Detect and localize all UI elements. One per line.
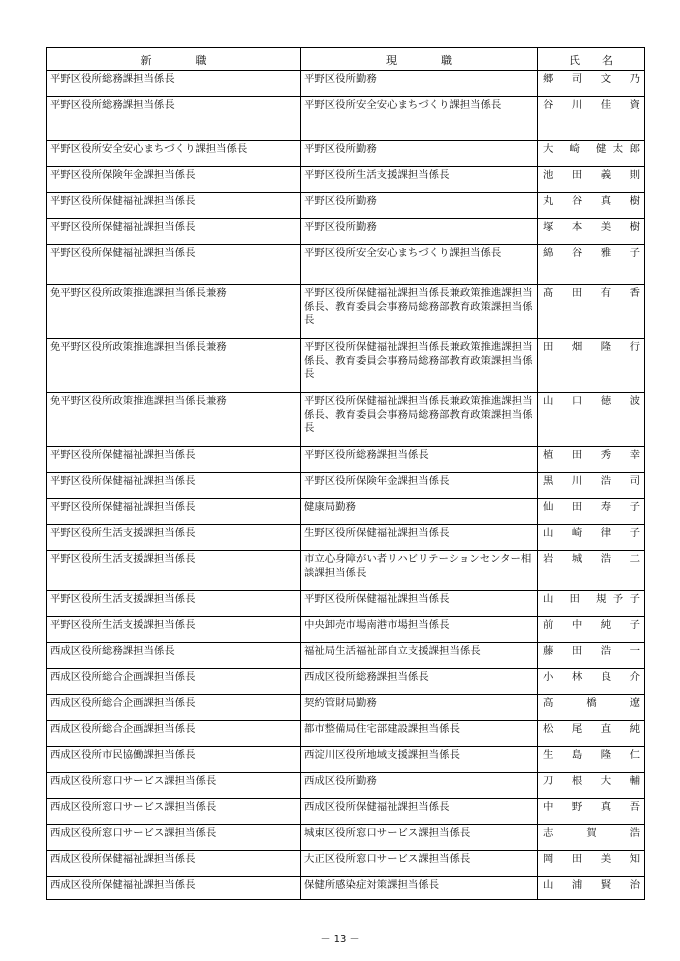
current-post-cell: 平野区役所総務課担当係長 (304, 449, 429, 461)
name-cell: 髙 田 有 香 (543, 287, 640, 299)
new-post-cell: 平野区役所保健福祉課担当係長 (50, 221, 196, 233)
table-row (47, 218, 644, 245)
new-post-cell: 平野区役所保健福祉課担当係長 (50, 449, 196, 461)
table-row (47, 590, 644, 617)
current-post-cell: 大正区役所窓口サービス課担当係長 (304, 853, 471, 865)
table-row (47, 824, 644, 851)
table-row (47, 524, 644, 551)
new-post-cell: 免平野区役所政策推進課担当係長兼務 (50, 287, 227, 299)
current-post-cell: 西淀川区役所地域支援課担当係長 (304, 749, 460, 761)
table-row (47, 616, 644, 643)
name-cell: 生 島 隆 仁 (543, 749, 640, 761)
new-post-cell: 平野区役所保健福祉課担当係長 (50, 247, 196, 259)
new-post-cell: 平野区役所保健福祉課担当係長 (50, 195, 196, 207)
name-cell: 丸 谷 真 樹 (543, 195, 640, 207)
name-cell: 志 賀 浩 (543, 827, 640, 839)
new-post-cell: 平野区役所保険年金課担当係長 (50, 169, 196, 181)
current-post-cell: 西成区役所総務課担当係長 (304, 671, 429, 683)
new-post-cell: 平野区役所安全安心まちづくり課担当係長 (50, 143, 248, 155)
table-row (47, 746, 644, 773)
header-new-post: 新 職 (140, 54, 207, 67)
table-row (47, 96, 644, 141)
table-row (47, 472, 644, 499)
column-divider (537, 48, 538, 899)
table-row (47, 446, 644, 473)
name-cell: 塚 本 美 樹 (543, 221, 640, 233)
table-row (47, 720, 644, 747)
table-row (47, 392, 644, 447)
name-cell: 大 崎 健太郎 (543, 143, 640, 155)
current-post-cell: 福祉局生活福祉部自立支援課担当係長 (304, 645, 481, 657)
new-post-cell: 免平野区役所政策推進課担当係長兼務 (50, 341, 227, 353)
table-row (47, 140, 644, 167)
current-post-cell: 平野区役所保健福祉課担当係長兼政策推進課担当係長、教育委員会事務局総務部教育政策課担当係長 (304, 341, 533, 380)
current-post-cell: 平野区役所保健福祉課担当係長兼政策推進課担当係長、教育委員会事務局総務部教育政策課担当係長 (304, 287, 533, 326)
name-cell: 黒 川 浩 司 (543, 475, 640, 487)
current-post-cell: 平野区役所保険年金課担当係長 (304, 475, 450, 487)
header-name: 氏 名 (569, 54, 613, 67)
new-post-cell: 平野区役所総務課担当係長 (50, 73, 175, 85)
current-post-cell: 平野区役所安全安心まちづくり課担当係長 (304, 99, 502, 111)
current-post-cell: 都市整備局住宅部建設課担当係長 (304, 723, 460, 735)
name-cell: 刀 根 大 輔 (543, 775, 640, 787)
name-cell: 郷 司 文 乃 (543, 73, 640, 85)
table-row (47, 284, 644, 339)
new-post-cell: 西成区役所窓口サービス課担当係長 (50, 775, 217, 787)
table-row (47, 772, 644, 799)
current-post-cell: 平野区役所安全安心まちづくり課担当係長 (304, 247, 502, 259)
new-post-cell: 平野区役所保健福祉課担当係長 (50, 475, 196, 487)
new-post-cell: 西成区役所窓口サービス課担当係長 (50, 801, 217, 813)
current-post-cell: 城東区役所窓口サービス課担当係長 (304, 827, 471, 839)
current-post-cell: 平野区役所保健福祉課担当係長兼政策推進課担当係長、教育委員会事務局総務部教育政策課担当係長 (304, 395, 533, 434)
new-post-cell: 平野区役所総務課担当係長 (50, 99, 175, 111)
table-row (47, 642, 644, 669)
new-post-cell: 平野区役所生活支援課担当係長 (50, 527, 196, 539)
table-row (47, 70, 644, 97)
table-row (47, 876, 644, 903)
table-row (47, 550, 644, 591)
name-cell: 岩 城 浩 二 (543, 553, 640, 565)
table-row (47, 694, 644, 721)
new-post-cell: 西成区役所総務課担当係長 (50, 645, 175, 657)
name-cell: 松 尾 直 純 (543, 723, 640, 735)
table-row (47, 192, 644, 219)
current-post-cell: 平野区役所勤務 (304, 195, 377, 207)
current-post-cell: 平野区役所保健福祉課担当係長 (304, 593, 450, 605)
name-cell: 藤 田 浩 一 (543, 645, 640, 657)
new-post-cell: 平野区役所保健福祉課担当係長 (50, 501, 196, 513)
table-row (47, 166, 644, 193)
name-cell: 山 口 徳 波 (543, 395, 640, 407)
new-post-cell: 平野区役所生活支援課担当係長 (50, 553, 196, 565)
current-post-cell: 生野区役所保健福祉課担当係長 (304, 527, 450, 539)
current-post-cell: 健康局勤務 (304, 501, 356, 513)
current-post-cell: 平野区役所勤務 (304, 143, 377, 155)
current-post-cell: 中央卸売市場南港市場担当係長 (304, 619, 450, 631)
name-cell: 綿 谷 雅 子 (543, 247, 640, 259)
table-row (47, 668, 644, 695)
current-post-cell: 平野区役所勤務 (304, 221, 377, 233)
column-divider (300, 48, 301, 899)
name-cell: 中 野 真 吾 (543, 801, 640, 813)
name-cell: 山 浦 賢 治 (543, 879, 640, 891)
name-cell: 前 中 純 子 (543, 619, 640, 631)
table-row (47, 244, 644, 285)
name-cell: 小 林 良 介 (543, 671, 640, 683)
name-cell: 岡 田 美 知 (543, 853, 640, 865)
current-post-cell: 契約管財局勤務 (304, 697, 377, 709)
new-post-cell: 西成区役所保健福祉課担当係長 (50, 879, 196, 891)
current-post-cell: 西成区役所勤務 (304, 775, 377, 787)
new-post-cell: 西成区役所市民協働課担当係長 (50, 749, 196, 761)
table-row (47, 498, 644, 525)
personnel-table (46, 47, 645, 900)
table-row (47, 338, 644, 393)
name-cell: 高 橋 遼 (543, 697, 640, 709)
table-row (47, 850, 644, 877)
new-post-cell: 西成区役所総合企画課担当係長 (50, 697, 196, 709)
new-post-cell: 免平野区役所政策推進課担当係長兼務 (50, 395, 227, 407)
current-post-cell: 平野区役所勤務 (304, 73, 377, 85)
name-cell: 仙 田 寿 子 (543, 501, 640, 513)
current-post-cell: 市立心身障がい者リハビリテーションセンター相談課担当係長 (304, 553, 532, 579)
current-post-cell: 保健所感染症対策課担当係長 (304, 879, 440, 891)
name-cell: 山 崎 律 子 (543, 527, 640, 539)
current-post-cell: 平野区役所生活支援課担当係長 (304, 169, 450, 181)
new-post-cell: 西成区役所保健福祉課担当係長 (50, 853, 196, 865)
name-cell: 田 畑 隆 行 (543, 341, 640, 353)
name-cell: 山 田 規予子 (543, 593, 640, 605)
new-post-cell: 西成区役所総合企画課担当係長 (50, 723, 196, 735)
table-header (47, 48, 644, 71)
name-cell: 植 田 秀 幸 (543, 449, 640, 461)
header-current-post: 現 職 (386, 54, 452, 67)
name-cell: 池 田 義 則 (543, 169, 640, 181)
table-row (47, 798, 644, 825)
new-post-cell: 西成区役所窓口サービス課担当係長 (50, 827, 217, 839)
current-post-cell: 西成区役所保健福祉課担当係長 (304, 801, 450, 813)
page-number: － 13 － (320, 934, 360, 945)
new-post-cell: 平野区役所生活支援課担当係長 (50, 593, 196, 605)
new-post-cell: 平野区役所生活支援課担当係長 (50, 619, 196, 631)
new-post-cell: 西成区役所総合企画課担当係長 (50, 671, 196, 683)
name-cell: 谷 川 佳 資 (543, 99, 640, 111)
